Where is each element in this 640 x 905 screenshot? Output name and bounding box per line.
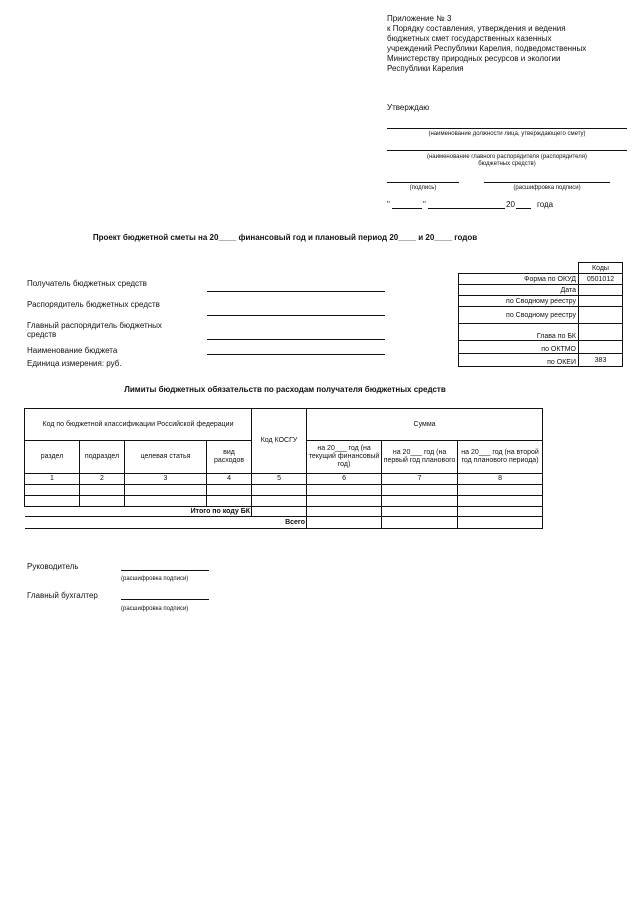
codes-row xyxy=(459,341,623,354)
codes-row-value[interactable] xyxy=(579,307,623,324)
column-number: 7 xyxy=(382,474,458,485)
codes-row-label: Форма по ОКУД xyxy=(459,274,579,285)
header-classification: Код по бюджетной классификации Российской федерации xyxy=(25,409,252,441)
appendix-line: учреждений Республики Карелия, подведомственных xyxy=(387,44,587,53)
header-sum-current: на 20___ год (на текущий финансовый год) xyxy=(307,441,382,474)
field-main-manager-label: Главный распорядитель бюджетных средств xyxy=(27,321,162,339)
limits-title: Лимиты бюджетных обязательств по расходам получателя бюджетных средств xyxy=(124,385,446,394)
codes-row-label: Дата xyxy=(459,285,579,296)
codes-row-value[interactable]: 0501012 xyxy=(579,274,623,285)
column-number: 4 xyxy=(207,474,252,485)
position-line xyxy=(387,128,627,129)
manager-caption-2: бюджетных средств) xyxy=(478,161,536,167)
codes-row-label: по ОКЕИ xyxy=(459,354,579,367)
header-sum-first: на 20___ год (на первый год планового xyxy=(382,441,458,474)
date-month-line xyxy=(428,208,505,209)
head-signature-line[interactable] xyxy=(121,570,209,571)
codes-row-label: по Сводному реестру xyxy=(459,307,579,324)
date-year-line xyxy=(516,208,531,209)
codes-row-value[interactable] xyxy=(579,285,623,296)
codes-row xyxy=(459,274,623,285)
appendix-line: Республики Карелия xyxy=(387,64,464,73)
field-manager-label: Распорядитель бюджетных средств xyxy=(27,300,160,309)
codes-table xyxy=(458,262,623,367)
date-year-prefix: 20 xyxy=(506,200,515,209)
table-numbers-row xyxy=(25,474,543,485)
codes-row xyxy=(459,296,623,307)
codes-row xyxy=(459,307,623,324)
field-recipient-line[interactable] xyxy=(207,291,385,292)
field-main-manager-line[interactable] xyxy=(207,339,385,340)
field-recipient-label: Получатель бюджетных средств xyxy=(27,279,147,288)
total-bk-row xyxy=(25,507,543,517)
appendix-line: к Порядку составления, утверждения и ведения xyxy=(387,24,566,33)
position-caption: (наименование должности лица, утверждающего смету) xyxy=(428,131,586,137)
column-number: 5 xyxy=(252,474,307,485)
codes-row-value[interactable] xyxy=(579,324,623,341)
codes-row-label: по Сводному реестру xyxy=(459,296,579,307)
date-quote-close: " xyxy=(423,200,426,209)
table-row xyxy=(25,496,543,507)
approval-title: Утверждаю xyxy=(387,103,430,112)
total-all-label: Всего xyxy=(25,517,307,529)
column-number: 8 xyxy=(458,474,543,485)
header-kosgu: Код КОСГУ xyxy=(252,409,307,474)
manager-caption-1: (наименование главного распорядителя (распорядителя) xyxy=(426,154,588,160)
codes-row xyxy=(459,324,623,341)
accountant-signature-label: Главный бухгалтер xyxy=(27,591,98,600)
document-title: Проект бюджетной сметы на 20____ финансовый год и плановый период 20____ и 20____ годов xyxy=(92,233,478,242)
column-number: 2 xyxy=(80,474,125,485)
column-number: 1 xyxy=(25,474,80,485)
date-year-suffix: года xyxy=(537,200,554,209)
codes-row xyxy=(459,285,623,296)
header-sum-second: на 20___ год (на второй год планового периода) xyxy=(458,441,543,474)
header-sum: Сумма xyxy=(307,409,543,441)
signature-caption: (подпись) xyxy=(409,185,437,191)
codes-header: Коды xyxy=(579,263,623,274)
field-unit-label: Единица измерения: руб. xyxy=(27,359,122,368)
decoding-line xyxy=(484,182,610,183)
field-manager-line[interactable] xyxy=(207,315,385,316)
total-bk-label: Итого по коду БК xyxy=(25,507,252,517)
header-vid: вид расходов xyxy=(207,441,252,474)
field-budget-label: Наименование бюджета xyxy=(27,346,118,355)
header-target: целевая статья xyxy=(125,441,207,474)
limits-table xyxy=(24,408,543,529)
head-signature-caption: (расшифровка подписи) xyxy=(121,576,189,582)
appendix-line: бюджетных смет государственных казенных xyxy=(387,34,552,43)
accountant-signature-line[interactable] xyxy=(121,599,209,600)
header-razdel: раздел xyxy=(25,441,80,474)
codes-row-value[interactable] xyxy=(579,296,623,307)
table-row xyxy=(25,485,543,496)
appendix-line: Приложение № 3 xyxy=(387,14,452,23)
appendix-header xyxy=(387,14,627,74)
codes-row-value[interactable]: 383 xyxy=(579,354,623,367)
date-day-line xyxy=(392,208,422,209)
codes-row-label: Глава по БК xyxy=(459,324,579,341)
codes-row-label: по ОКТМО xyxy=(459,341,579,354)
date-quote-open: " xyxy=(387,200,390,209)
field-budget-line[interactable] xyxy=(207,354,385,355)
header-podrazdel: подраздел xyxy=(80,441,125,474)
codes-row-value[interactable] xyxy=(579,341,623,354)
head-signature-label: Руководитель xyxy=(27,562,79,571)
codes-row xyxy=(459,354,623,367)
total-all-row xyxy=(25,517,543,529)
decoding-caption: (расшифровка подписи) xyxy=(513,185,581,191)
column-number: 3 xyxy=(125,474,207,485)
signature-line xyxy=(387,182,459,183)
manager-line xyxy=(387,150,627,151)
accountant-signature-caption: (расшифровка подписи) xyxy=(121,606,189,612)
column-number: 6 xyxy=(307,474,382,485)
appendix-line: Министерству природных ресурсов и экологии xyxy=(387,54,561,63)
